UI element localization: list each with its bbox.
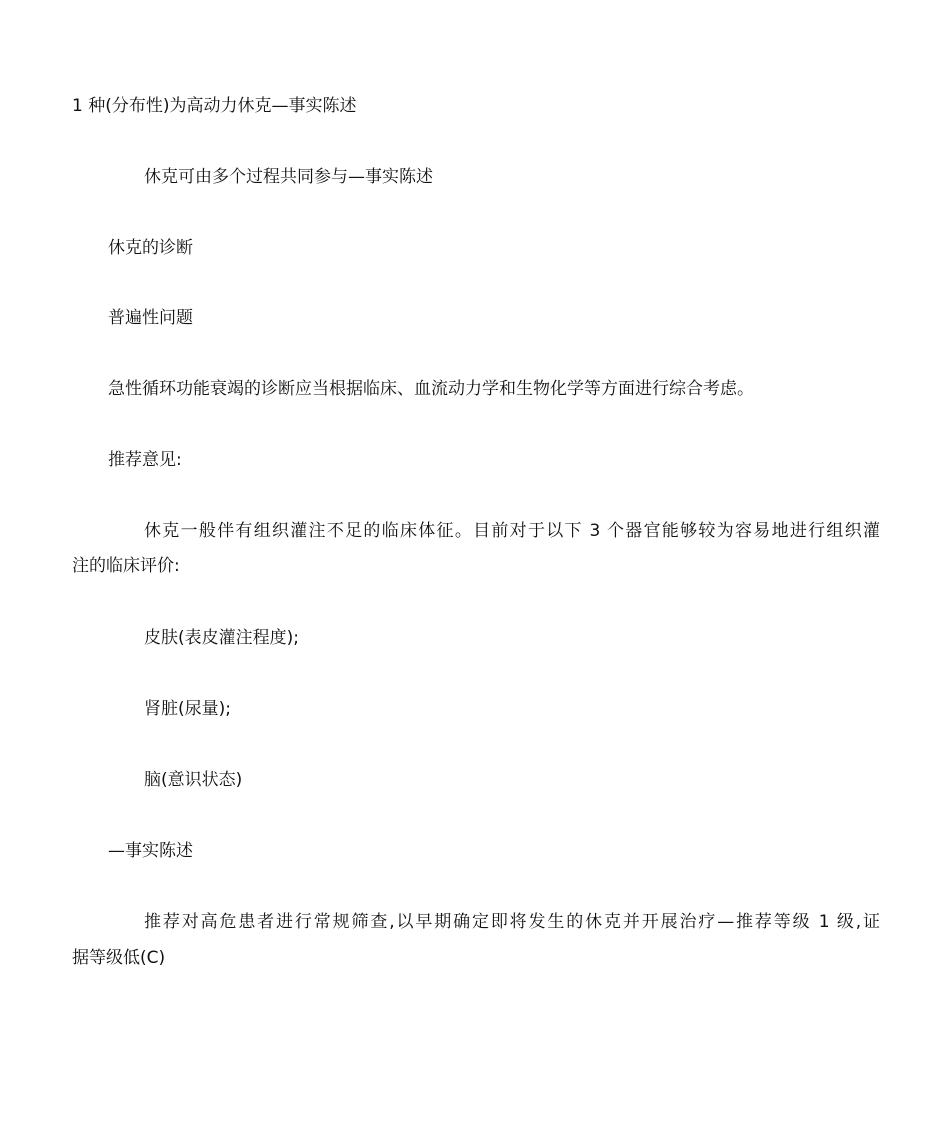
list-item-skin: 皮肤(表皮灌注程度);	[144, 628, 299, 648]
heading-general-issues: 普遍性问题	[108, 308, 193, 328]
text-line-multiple-processes: 休克可由多个过程共同参与—事实陈述	[144, 167, 433, 187]
heading-shock-diagnosis: 休克的诊断	[108, 238, 193, 258]
text-line-distributive-shock: 1 种(分布性)为高动力休克—事实陈述	[72, 96, 357, 116]
paragraph-perfusion-signs-line-2: 注的临床评价:	[72, 556, 180, 576]
paragraph-diagnosis-basis: 急性循环功能衰竭的诊断应当根据临床、血流动力学和生物化学等方面进行综合考虑。	[108, 379, 754, 399]
recommendations-label: 推荐意见:	[108, 450, 182, 470]
paragraph-screening-line-1: 推荐对高危患者进行常规筛查,以早期确定即将发生的休克并开展治疗—推荐等级 1 级,证	[144, 912, 880, 932]
paragraph-perfusion-signs-line-1: 休克一般伴有组织灌注不足的临床体征。目前对于以下 3 个器官能够较为容易地进行组织灌	[144, 521, 880, 541]
paragraph-screening-line-2: 据等级低(C)	[72, 948, 166, 968]
list-item-kidney: 肾脏(尿量);	[144, 699, 231, 719]
list-item-brain: 脑(意识状态)	[144, 770, 243, 790]
fact-statement: —事实陈述	[108, 841, 193, 861]
